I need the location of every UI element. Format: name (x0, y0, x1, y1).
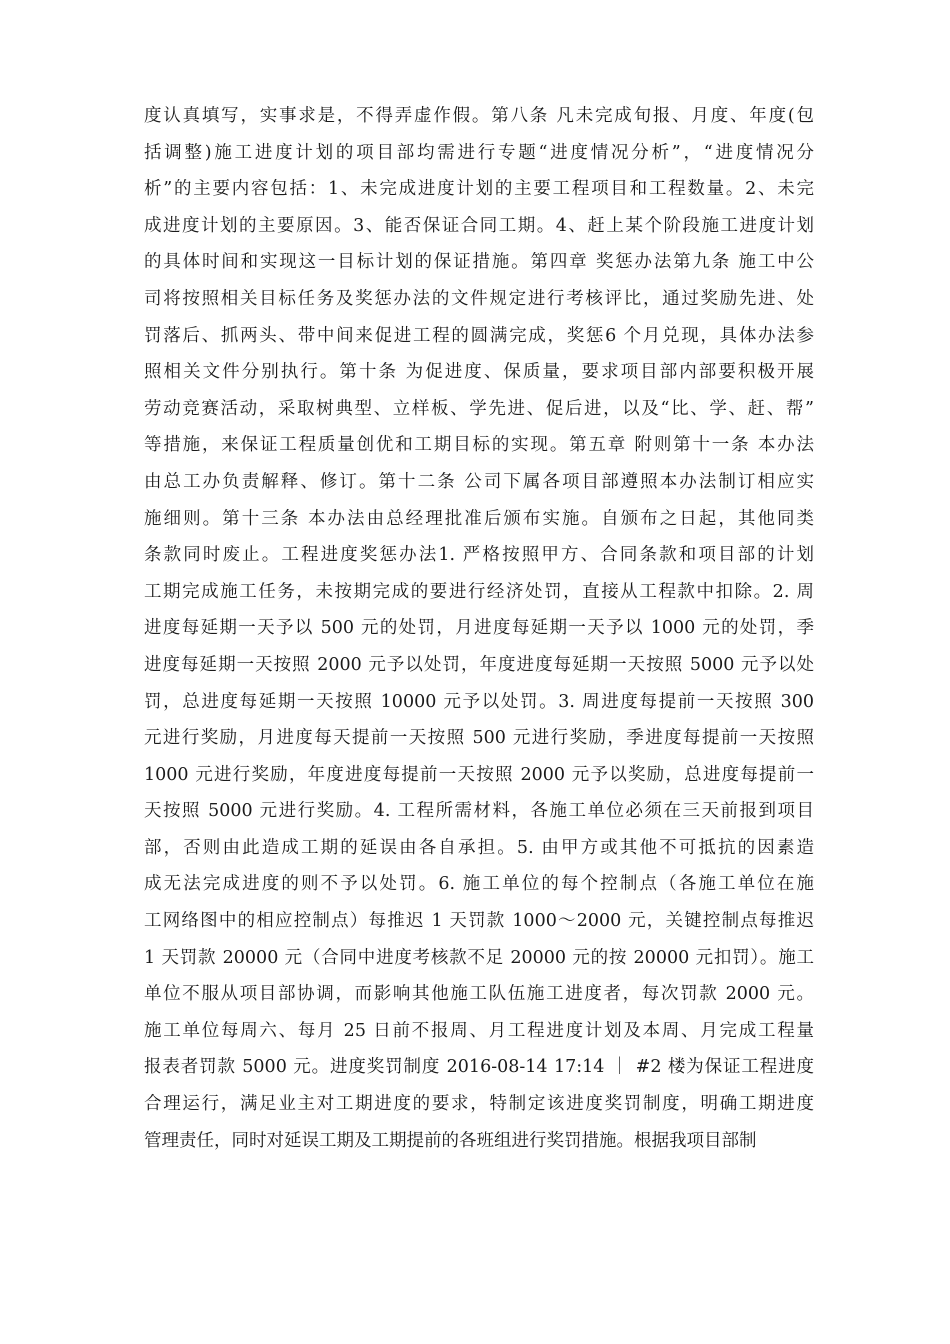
text-line: 元进行奖励，月进度每天提前一天按照 500 元进行奖励，季进度每提前一天按照 (144, 728, 814, 749)
text-line: 施工单位每周六、每月 25 日前不报周、月工程进度计划及本周、月完成工程量 (144, 1020, 814, 1041)
text-line: 管理责任，同时对延误工期及工期提前的各班组进行奖罚措施。根据我项目部制 (144, 1130, 757, 1151)
text-line: 进度每延期一天按照 2000 元予以处罚，年度进度每延期一天按照 5000 元予以处 (144, 654, 814, 675)
text-line: 的具体时间和实现这一目标计划的保证措施。第四章 奖惩办法第九条 施工中公 (144, 252, 814, 273)
text-line: 度认真填写，实事求是，不得弄虚作假。第八条 凡未完成旬报、月度、年度(包 (144, 106, 814, 126)
text-line: 施细则。第十三条 本办法由总经理批准后颁布实施。自颁布之日起，其他同类 (144, 508, 814, 529)
text-line: 成进度计划的主要原因。3、能否保证合同工期。4、赶上某个阶段施工进度计划 (144, 215, 814, 236)
body-text (144, 98, 814, 1159)
text-line: 报表者罚款 5000 元。进度奖罚制度 2016-08-14 17:14 ｜ #2 楼为保证工程进度 (144, 1057, 814, 1078)
text-line: 1000 元进行奖励，年度进度每提前一天按照 2000 元予以奖励，总进度每提前一 (144, 764, 814, 785)
text-line: 成无法完成进度的则不予以处罚。6. 施工单位的每个控制点（各施工单位在施 (144, 874, 814, 895)
text-line: 劳动竞赛活动，采取树典型、立样板、学先进、促后进，以及“比、学、赶、帮” (144, 398, 814, 419)
text-line: 等措施，来保证工程质量创优和工期目标的实现。第五章 附则第十一条 本办法 (144, 435, 814, 456)
text-line: 工期完成施工任务，未按期完成的要进行经济处罚，直接从工程款中扣除。2. 周 (144, 581, 814, 602)
text-line: 天按照 5000 元进行奖励。4. 工程所需材料，各施工单位必须在三天前报到项目 (144, 801, 814, 822)
text-line: 由总工办负责解释、修订。第十二条 公司下属各项目部遵照本办法制订相应实 (144, 471, 814, 492)
text-line: 析”的主要内容包括：1、未完成进度计划的主要工程项目和工程数量。2、未完 (144, 179, 814, 200)
text-line: 条款同时废止。工程进度奖惩办法1. 严格按照甲方、合同条款和项目部的计划 (144, 545, 814, 566)
text-line: 罚，总进度每延期一天按照 10000 元予以处罚。3. 周进度每提前一天按照 300 (144, 691, 814, 712)
text-line: 罚落后、抓两头、带中间来促进工程的圆满完成，奖惩6 个月兑现，具体办法参 (144, 325, 814, 346)
text-line: 1 天罚款 20000 元（合同中进度考核款不足 20000 元的按 20000 元扣罚）。施工 (144, 947, 814, 968)
text-line: 工网络图中的相应控制点）每推迟 1 天罚款 1000～2000 元，关键控制点每推迟 (144, 911, 814, 932)
text-line: 照相关文件分别执行。第十条 为促进度、保质量，要求项目部内部要积极开展 (144, 362, 814, 383)
text-line: 进度每延期一天予以 500 元的处罚，月进度每延期一天予以 1000 元的处罚，季 (144, 618, 814, 639)
text-line: 合理运行，满足业主对工期进度的要求，特制定该进度奖罚制度，明确工期进度 (144, 1094, 814, 1115)
text-line: 部，否则由此造成工期的延误由各自承担。5. 由甲方或其他不可抵抗的因素造 (144, 837, 814, 858)
text-line: 括调整)施工进度计划的项目部均需进行专题“进度情况分析”，“进度情况分 (144, 142, 814, 163)
text-line: 司将按照相关目标任务及奖惩办法的文件规定进行考核评比，通过奖励先进、处 (144, 288, 814, 309)
text-line: 单位不服从项目部协调，而影响其他施工队伍施工进度者，每次罚款 2000 元。 (144, 984, 814, 1005)
